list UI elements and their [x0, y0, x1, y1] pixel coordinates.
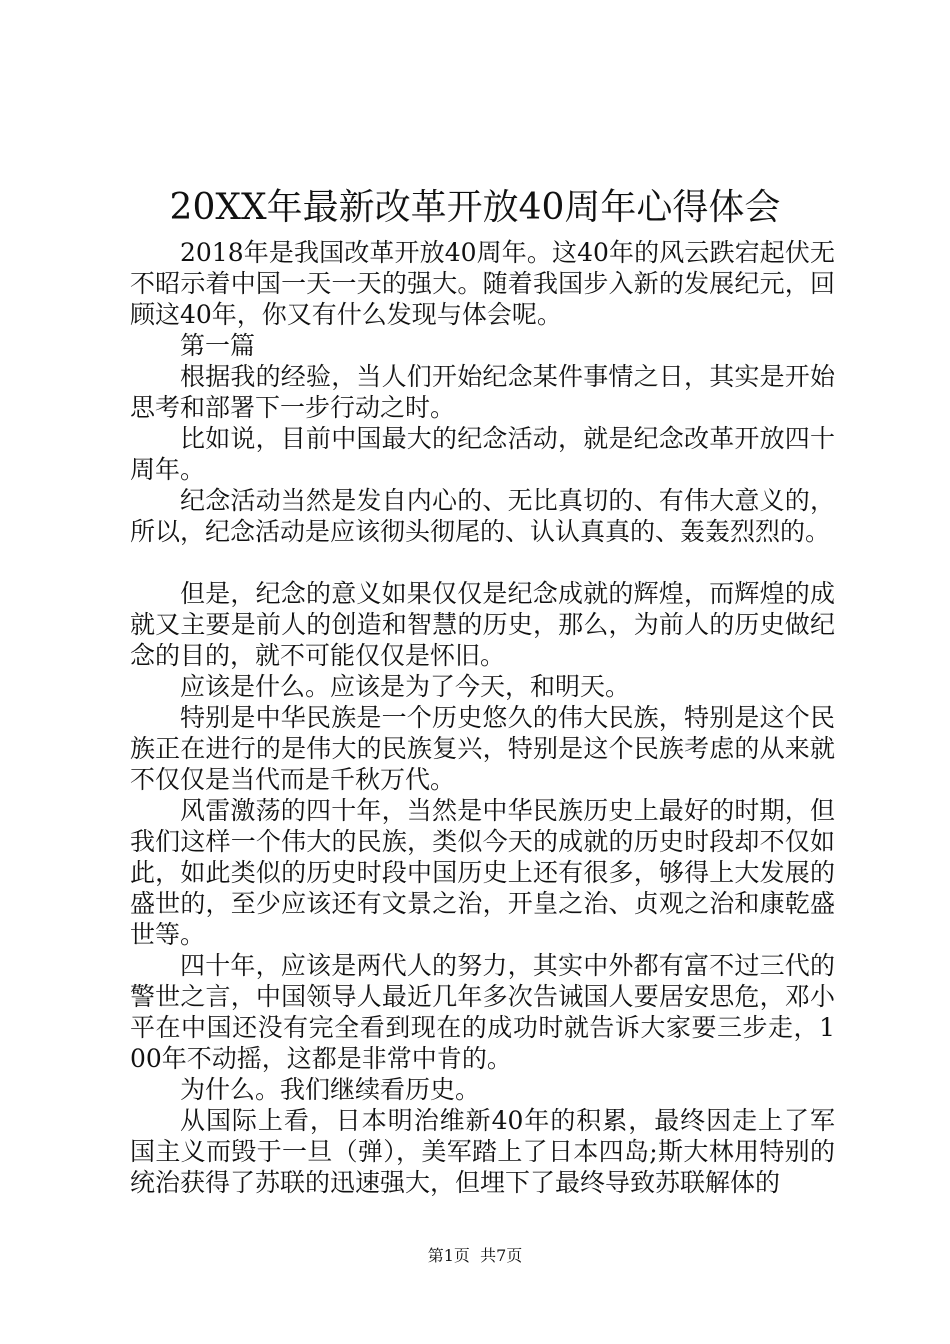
document-title: 20XX年最新改革开放40周年心得体会	[169, 187, 781, 228]
page-number: 第1页	[427, 1246, 470, 1265]
paragraph: 比如说，目前中国最大的纪念活动，就是纪念改革开放四十周年。	[130, 424, 835, 484]
paragraph: 为什么。我们继续看历史。	[180, 1075, 481, 1104]
page-footer	[0, 1246, 950, 1266]
paragraph: 风雷激荡的四十年，当然是中华民族历史上最好的时期，但我们这样一个伟大的民族，类似今天的成就的历史时段却不仅如此，如此类似的历史时段中国历史上还有很多，够得上大发展的盛世的，至少应该还有文景之治，开皇之治、贞观之治和康乾盛世等。	[130, 796, 835, 949]
paragraph: 从国际上看，日本明治维新40年的积累，最终因走上了军国主义而毁于一旦（弹），美军踏上了日本四岛;斯大林用特别的统治获得了苏联的迅速强大，但埋下了最终导致苏联解体的	[130, 1106, 835, 1197]
paragraph-intro: 2018年是我国改革开放40周年。这40年的风云跌宕起伏无不昭示着中国一天一天的强大。随着我国步入新的发展纪元，回顾这40年，你又有什么发现与体会呢。	[130, 238, 835, 329]
paragraph: 根据我的经验，当人们开始纪念某件事情之日，其实是开始思考和部署下一步行动之时。	[130, 362, 835, 422]
paragraph: 应该是什么。应该是为了今天，和明天。	[180, 672, 631, 701]
paragraph: 但是，纪念的意义如果仅仅是纪念成就的辉煌，而辉煌的成就又主要是前人的创造和智慧的历史，那么，为前人的历史做纪念的目的，就不可能仅仅是怀旧。	[130, 579, 835, 670]
paragraph: 特别是中华民族是一个历史悠久的伟大民族，特别是这个民族正在进行的是伟大的民族复兴，特别是这个民族考虑的从来就不仅仅是当代而是千秋万代。	[130, 703, 835, 794]
document-body	[130, 237, 835, 1198]
paragraph-section-heading: 第一篇	[180, 331, 256, 360]
page-total: 共7页	[480, 1246, 523, 1265]
paragraph: 四十年，应该是两代人的努力，其实中外都有富不过三代的警世之言，中国领导人最近几年多次告诫国人要居安思危，邓小平在中国还没有完全看到现在的成功时就告诉大家要三步走，100年不动摇，这都是非常中肯的。	[130, 951, 835, 1073]
paragraph: 纪念活动当然是发自内心的、无比真切的、有伟大意义的，所以，纪念活动是应该彻头彻尾的、认认真真的、轰轰烈烈的。	[130, 486, 835, 546]
